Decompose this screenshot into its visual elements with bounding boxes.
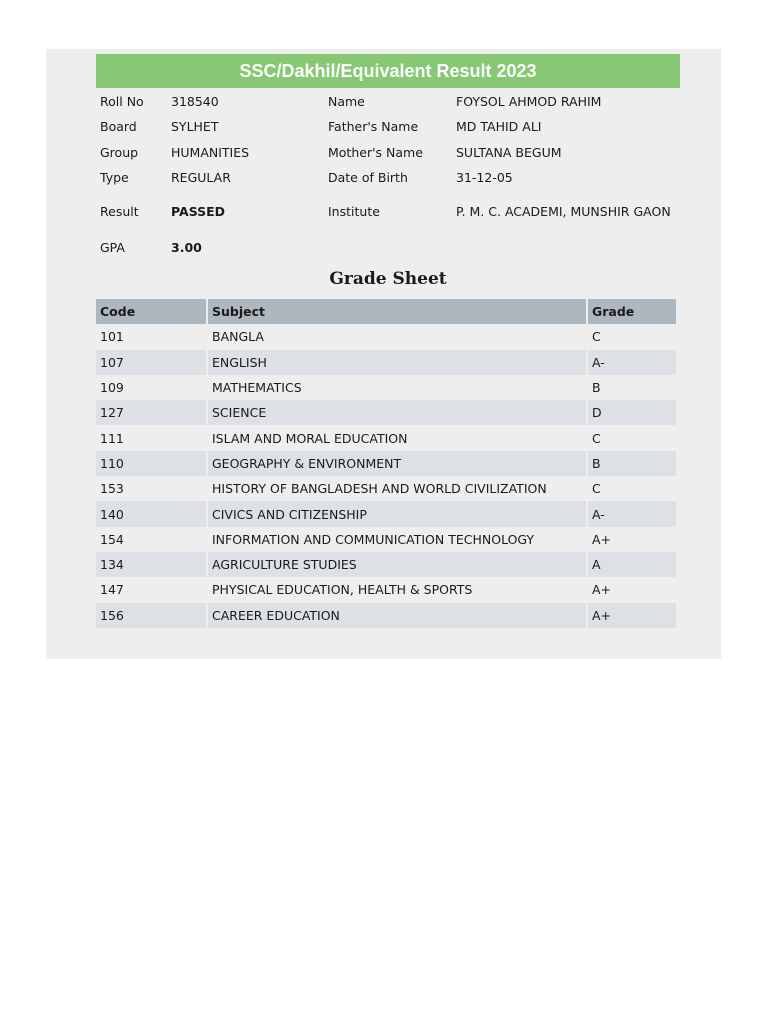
grade-sheet-title: Grade Sheet [329,269,447,289]
type-value: REGULAR [171,170,231,186]
result-value: PASSED [171,204,226,219]
table-row [96,527,676,552]
mother-label: Mother's Name [328,144,423,160]
table-row [96,476,676,501]
code-cell: 109 [100,380,124,396]
grade-cell: A [588,552,676,577]
institute-value: P. M. C. ACADEMI, MUNSHIR GAON [456,204,671,219]
student-info-table [96,89,680,263]
code-cell: 134 [96,552,206,577]
subject-cell: CAREER EDUCATION [208,603,586,628]
father-value: MD TAHID ALI [456,119,542,135]
father-label: Father's Name [328,119,419,135]
grade-table-header [96,299,676,324]
board-value: SYLHET [171,119,219,135]
name-value: FOYSOL AHMOD RAHIM [456,93,602,109]
grade-cell: A+ [592,531,612,547]
subject-cell: ISLAM AND MORAL EDUCATION [212,430,408,446]
subject-cell: CIVICS AND CITIZENSHIP [208,501,586,526]
table-row [96,350,676,375]
subject-cell: PHYSICAL EDUCATION, HEALTH & SPORTS [212,582,473,598]
type-label: Type [100,170,129,186]
subject-cell: GEOGRAPHY & ENVIRONMENT [208,451,586,476]
grade-cell: B [588,451,676,476]
grade-cell: A- [588,501,676,526]
grade-cell: B [592,380,601,396]
subject-cell: INFORMATION AND COMMUNICATION TECHNOLOGY [212,531,535,547]
info-row [96,191,680,233]
info-row [96,89,680,115]
table-row [96,375,676,400]
gpa-label: GPA [100,240,125,255]
result-panel [46,49,721,659]
grade-cell: C [592,430,601,446]
gpa-value: 3.00 [171,240,202,255]
roll-value: 318540 [171,93,219,109]
board-label: Board [100,119,137,135]
code-cell: 107 [96,350,206,375]
group-label: Group [100,144,139,160]
code-cell: 140 [96,501,206,526]
grade-cell: C [592,329,601,345]
info-row [96,115,680,141]
code-cell: 127 [96,400,206,425]
code-cell: 111 [100,430,124,446]
subject-cell: ENGLISH [208,350,586,375]
subject-cell: AGRICULTURE STUDIES [208,552,586,577]
table-row [96,552,676,577]
grade-header: Grade [588,299,676,324]
info-row [96,140,680,166]
name-label: Name [328,93,365,109]
subject-cell: BANGLA [212,329,264,345]
table-row [96,400,676,425]
grade-cell: A+ [592,582,612,598]
group-value: HUMANITIES [171,144,250,160]
table-row [96,577,676,602]
roll-label: Roll No [100,93,144,109]
table-row [96,324,676,349]
subject-cell: MATHEMATICS [212,380,302,396]
grade-cell: C [592,481,601,497]
result-label: Result [100,204,139,219]
code-cell: 154 [100,531,124,547]
info-row [96,233,680,263]
table-row [96,603,676,628]
code-cell: 110 [96,451,206,476]
code-cell: 147 [100,582,124,598]
subject-cell: HISTORY OF BANGLADESH AND WORLD CIVILIZATION [212,481,547,497]
code-header: Code [96,299,206,324]
subject-header: Subject [208,299,586,324]
table-row [96,501,676,526]
table-row [96,451,676,476]
grade-table [94,299,678,628]
info-row [96,166,680,192]
subject-cell: SCIENCE [208,400,586,425]
dob-value: 31-12-05 [456,170,513,186]
mother-value: SULTANA BEGUM [456,144,562,160]
result-title: SSC/Dakhil/Equivalent Result 2023 [96,54,680,88]
code-cell: 153 [100,481,124,497]
code-cell: 156 [96,603,206,628]
institute-label: Institute [328,204,380,219]
grade-cell: D [588,400,676,425]
dob-label: Date of Birth [328,170,408,186]
table-row [96,425,676,450]
code-cell: 101 [100,329,124,345]
grade-cell: A+ [588,603,676,628]
grade-cell: A- [588,350,676,375]
